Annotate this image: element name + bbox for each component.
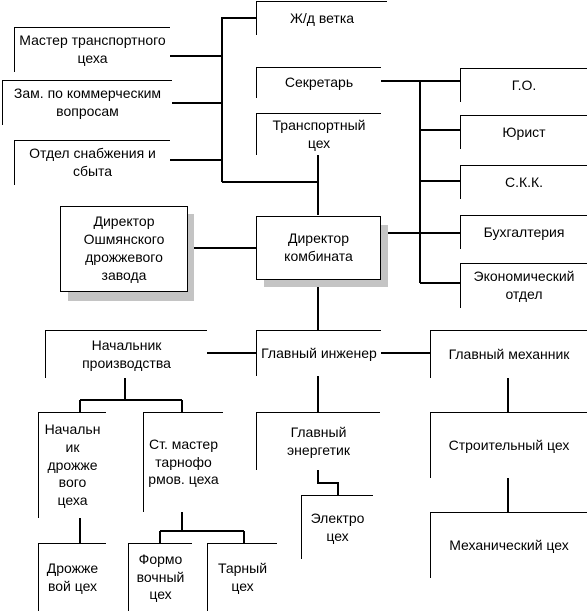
label-yeast-shop-head: Начальн ик дрожже вого цеха <box>44 420 101 509</box>
connector-electro <box>318 470 338 495</box>
box-rail-branch <box>256 1 387 35</box>
box-skk <box>460 165 587 199</box>
label-construction-shop: Строительный цех <box>448 436 570 453</box>
box-deputy-commercial <box>2 80 172 125</box>
box-packaging-shop <box>207 543 277 611</box>
connector-left-trunk <box>222 18 256 182</box>
label-yeast-shop: Дрожже вой цех <box>46 559 99 594</box>
label-rail-branch: Ж/д ветка <box>289 9 355 26</box>
box-go <box>460 68 587 102</box>
box-supply-sales <box>14 140 170 185</box>
label-deputy-commercial: Зам. по коммерческим вопросам <box>13 85 162 119</box>
label-supply-sales: Отдел снабжения и сбыта <box>29 145 156 179</box>
label-packaging-master: Ст. мастер тарнофо рмов. цеха <box>148 435 219 488</box>
label-transport-master: Мастер транспортного цеха <box>19 32 166 66</box>
box-electro-shop <box>301 495 373 559</box>
label-secretary: Секретарь <box>284 74 354 91</box>
box-transport-master <box>14 27 170 72</box>
label-production-head: Начальник производства <box>82 336 171 371</box>
label-accounting: Бухгалтерия <box>483 223 565 240</box>
label-transport-shop: Транспортный цех <box>272 116 366 151</box>
label-mechanical-shop: Механический цех <box>449 536 569 553</box>
label-packaging-shop: Тарный цех <box>217 559 268 594</box>
box-combine-director <box>256 216 381 280</box>
label-combine-director: Директор комбината <box>284 230 353 264</box>
box-chief-power <box>256 412 380 470</box>
box-chief-engineer <box>256 330 381 376</box>
box-transport-shop <box>256 113 381 155</box>
box-construction-shop <box>430 412 587 478</box>
box-production-head <box>45 330 207 378</box>
label-go: Г.О. <box>511 76 537 93</box>
box-yeast-shop <box>38 543 106 611</box>
label-chief-mechanic: Главный механник <box>448 345 570 362</box>
box-chief-mechanic <box>430 330 587 378</box>
box-mechanical-shop <box>430 512 587 578</box>
label-chief-power: Главный энергетик <box>287 423 350 458</box>
label-chief-engineer: Главный инженер <box>261 344 377 361</box>
label-electro-shop: Электро цех <box>310 509 365 544</box>
box-molding-shop <box>128 543 192 611</box>
box-accounting <box>460 215 587 249</box>
box-yeast-shop-head <box>38 412 106 518</box>
label-molding-shop: Формо вочный цех <box>136 550 185 603</box>
label-skk: С.К.К. <box>504 173 544 190</box>
label-yeast-plant-director: Директор Ошмянского дрожжевого завода <box>83 213 165 283</box>
box-economic-dept <box>460 263 587 308</box>
box-lawyer <box>460 115 587 149</box>
label-economic-dept: Экономический отдел <box>473 268 575 302</box>
box-yeast-plant-director <box>60 206 188 292</box>
box-secretary <box>256 67 381 98</box>
box-packaging-master <box>143 412 223 512</box>
label-lawyer: Юрист <box>502 123 546 140</box>
